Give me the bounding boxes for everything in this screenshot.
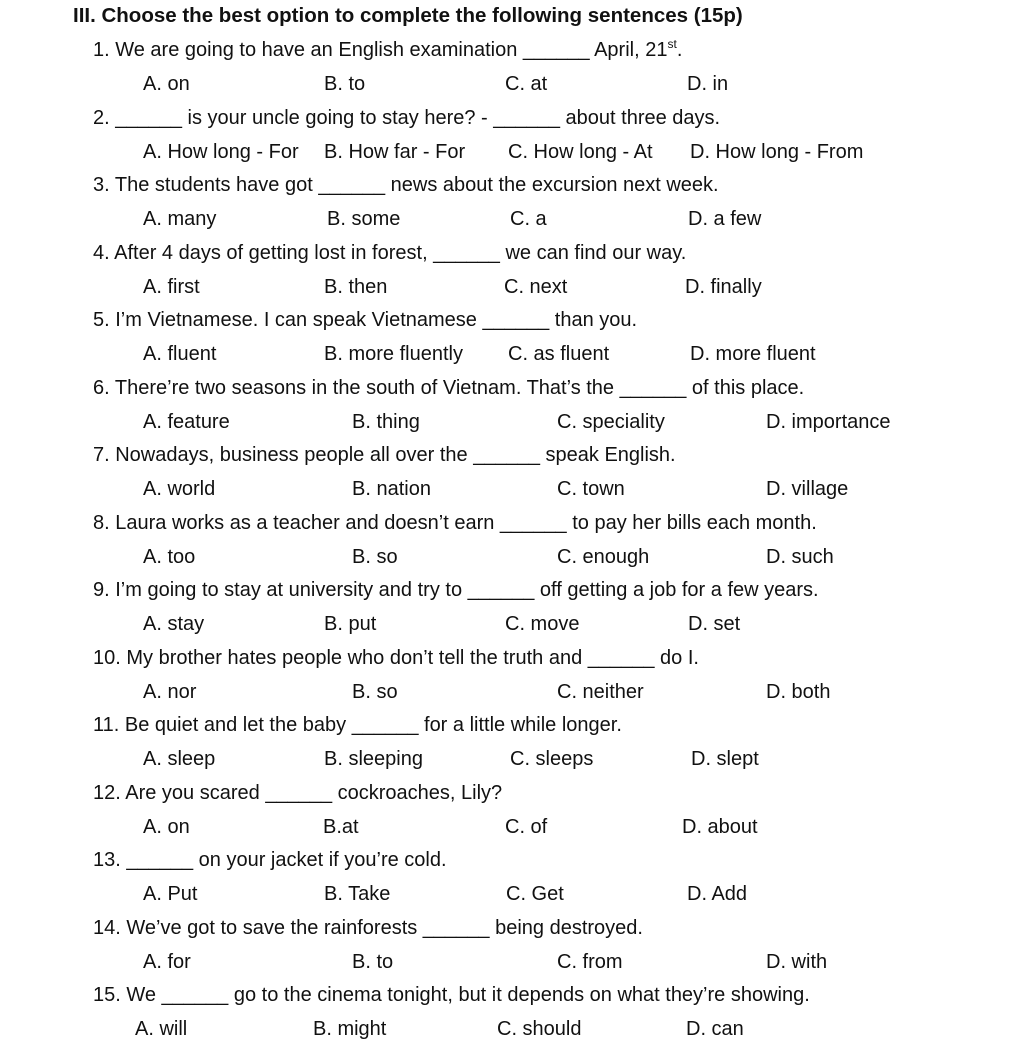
question-1-option-c: C. at [505,73,548,95]
question-3-option-c: C. a [510,208,547,230]
question-6-option-a: A. feature [143,410,230,433]
question-4-option-c: C. next [504,275,568,298]
question-12-stem [93,780,502,806]
question-stem-text: 11. Be quiet and let the baby ______ for a little while longer. [93,714,622,736]
question-stem-text: 5. I’m Vietnamese. I can speak Vietnamese ______ than you. [93,309,638,331]
question-stem-text: 10. My brother hates people who don’t tell the truth and ______ do I. [93,646,699,669]
question-14-stem [93,915,643,941]
question-6-stem [93,375,804,401]
question-stem-text: 15. We ______ go to the cinema tonight, but it depends on what they’re showing. [93,984,810,1006]
question-stem-text: 12. Are you scared ______ cockroaches, Lily? [93,781,503,804]
question-3-option-b: B. some [327,208,401,230]
question-stem-tail: . [676,39,683,61]
question-10-option-a: A. nor [143,680,197,703]
question-7-option-c: C. town [557,478,625,500]
question-7-stem [93,442,676,468]
question-9-option-b: B. put [324,613,377,635]
question-13-option-d: D. Add [687,883,748,905]
question-2-option-a: A. How long - For [143,140,299,163]
question-stem-text: 7. Nowadays, business people all over the ______ speak English. [93,444,676,466]
question-13-option-c: C. Get [506,883,564,905]
question-15-stem [93,982,810,1008]
question-9-option-a: A. stay [143,613,205,635]
question-3-option-d: D. a few [688,208,762,230]
question-1-option-b: B. to [324,73,366,95]
question-11-option-c: C. sleeps [510,748,594,770]
question-2-option-b: B. How far - For [324,140,466,163]
question-2-stem [93,105,720,131]
question-10-option-c: C. neither [557,680,644,703]
question-stem-text: 13. ______ on your jacket if you’re cold. [93,849,447,871]
question-1-option-a: A. on [143,73,190,95]
question-13-option-a: A. Put [143,883,198,905]
question-3-stem [93,172,719,198]
question-14-option-a: A. for [143,950,191,973]
question-stem-text: 3. The students have got ______ news about the excursion next week. [93,174,719,196]
question-12-option-c: C. of [505,815,548,838]
question-stem-text: 14. We’ve got to save the rainforests ______ being destroyed. [93,916,643,939]
question-stem-text: 8. Laura works as a teacher and doesn’t earn ______ to pay her bills each month. [93,511,817,534]
question-12-option-d: D. about [682,815,758,838]
question-8-stem [93,510,817,536]
question-stem-text: 4. After 4 days of getting lost in forest, ______ we can find our way. [93,241,687,264]
question-6-option-b: B. thing [352,410,420,433]
question-9-stem [93,577,819,603]
question-3-option-a: A. many [143,208,217,230]
question-9-option-d: D. set [688,613,741,635]
question-11-stem [93,712,622,738]
question-stem-text: 1. We are going to have an English examination ______ April, 21 [93,39,668,61]
question-stem-text: 6. There’re two seasons in the south of Vietnam. That’s the ______ of this place. [93,376,805,399]
question-15-option-b: B. might [313,1018,387,1040]
question-11-option-b: B. sleeping [324,748,423,770]
question-14-option-c: C. from [557,950,623,973]
question-7-option-b: B. nation [352,478,431,500]
question-14-option-d: D. with [766,950,828,973]
section-heading: III. Choose the best option to complete the following sentences (15p) [73,4,743,27]
question-5-option-b: B. more fluently [324,343,463,365]
question-8-option-d: D. such [766,545,834,568]
question-8-option-c: C. enough [557,545,650,568]
question-1-option-d: D. in [687,73,729,95]
question-11-option-a: A. sleep [143,748,216,770]
question-12-option-b: B.at [323,815,359,838]
question-13-option-b: B. Take [324,883,391,905]
question-5-option-d: D. more fluent [690,343,816,365]
question-stem-text: 2. ______ is your uncle going to stay here? - ______ about three days. [93,106,721,129]
question-2-option-c: C. How long - At [508,140,653,163]
question-10-option-d: D. both [766,680,831,703]
question-2-option-d: D. How long - From [690,140,864,163]
question-5-option-c: C. as fluent [508,343,610,365]
question-8-option-a: A. too [143,545,196,568]
question-5-option-a: A. fluent [143,343,217,365]
question-15-option-d: D. can [686,1018,744,1040]
question-4-option-a: A. first [143,275,200,298]
question-15-option-a: A. will [135,1018,188,1040]
question-10-option-b: B. so [352,680,398,703]
question-5-stem [93,307,637,333]
question-6-option-c: C. speciality [557,410,665,433]
question-8-option-b: B. so [352,545,398,568]
question-12-option-a: A. on [143,815,190,838]
question-15-option-c: C. should [497,1018,582,1040]
question-7-option-a: A. world [143,478,216,500]
question-1-stem [93,37,682,63]
question-4-option-b: B. then [324,275,388,298]
question-4-stem [93,240,686,266]
question-13-stem [93,847,447,873]
question-7-option-d: D. village [766,478,849,500]
question-11-option-d: D. slept [691,748,759,770]
question-10-stem [93,645,699,671]
question-9-option-c: C. move [505,613,580,635]
question-6-option-d: D. importance [766,410,891,433]
question-stem-text: 9. I’m going to stay at university and try to ______ off getting a job for a few years. [93,579,819,601]
question-4-option-d: D. finally [685,275,762,298]
question-14-option-b: B. to [352,950,394,973]
question-stem-superscript: st [667,37,677,51]
